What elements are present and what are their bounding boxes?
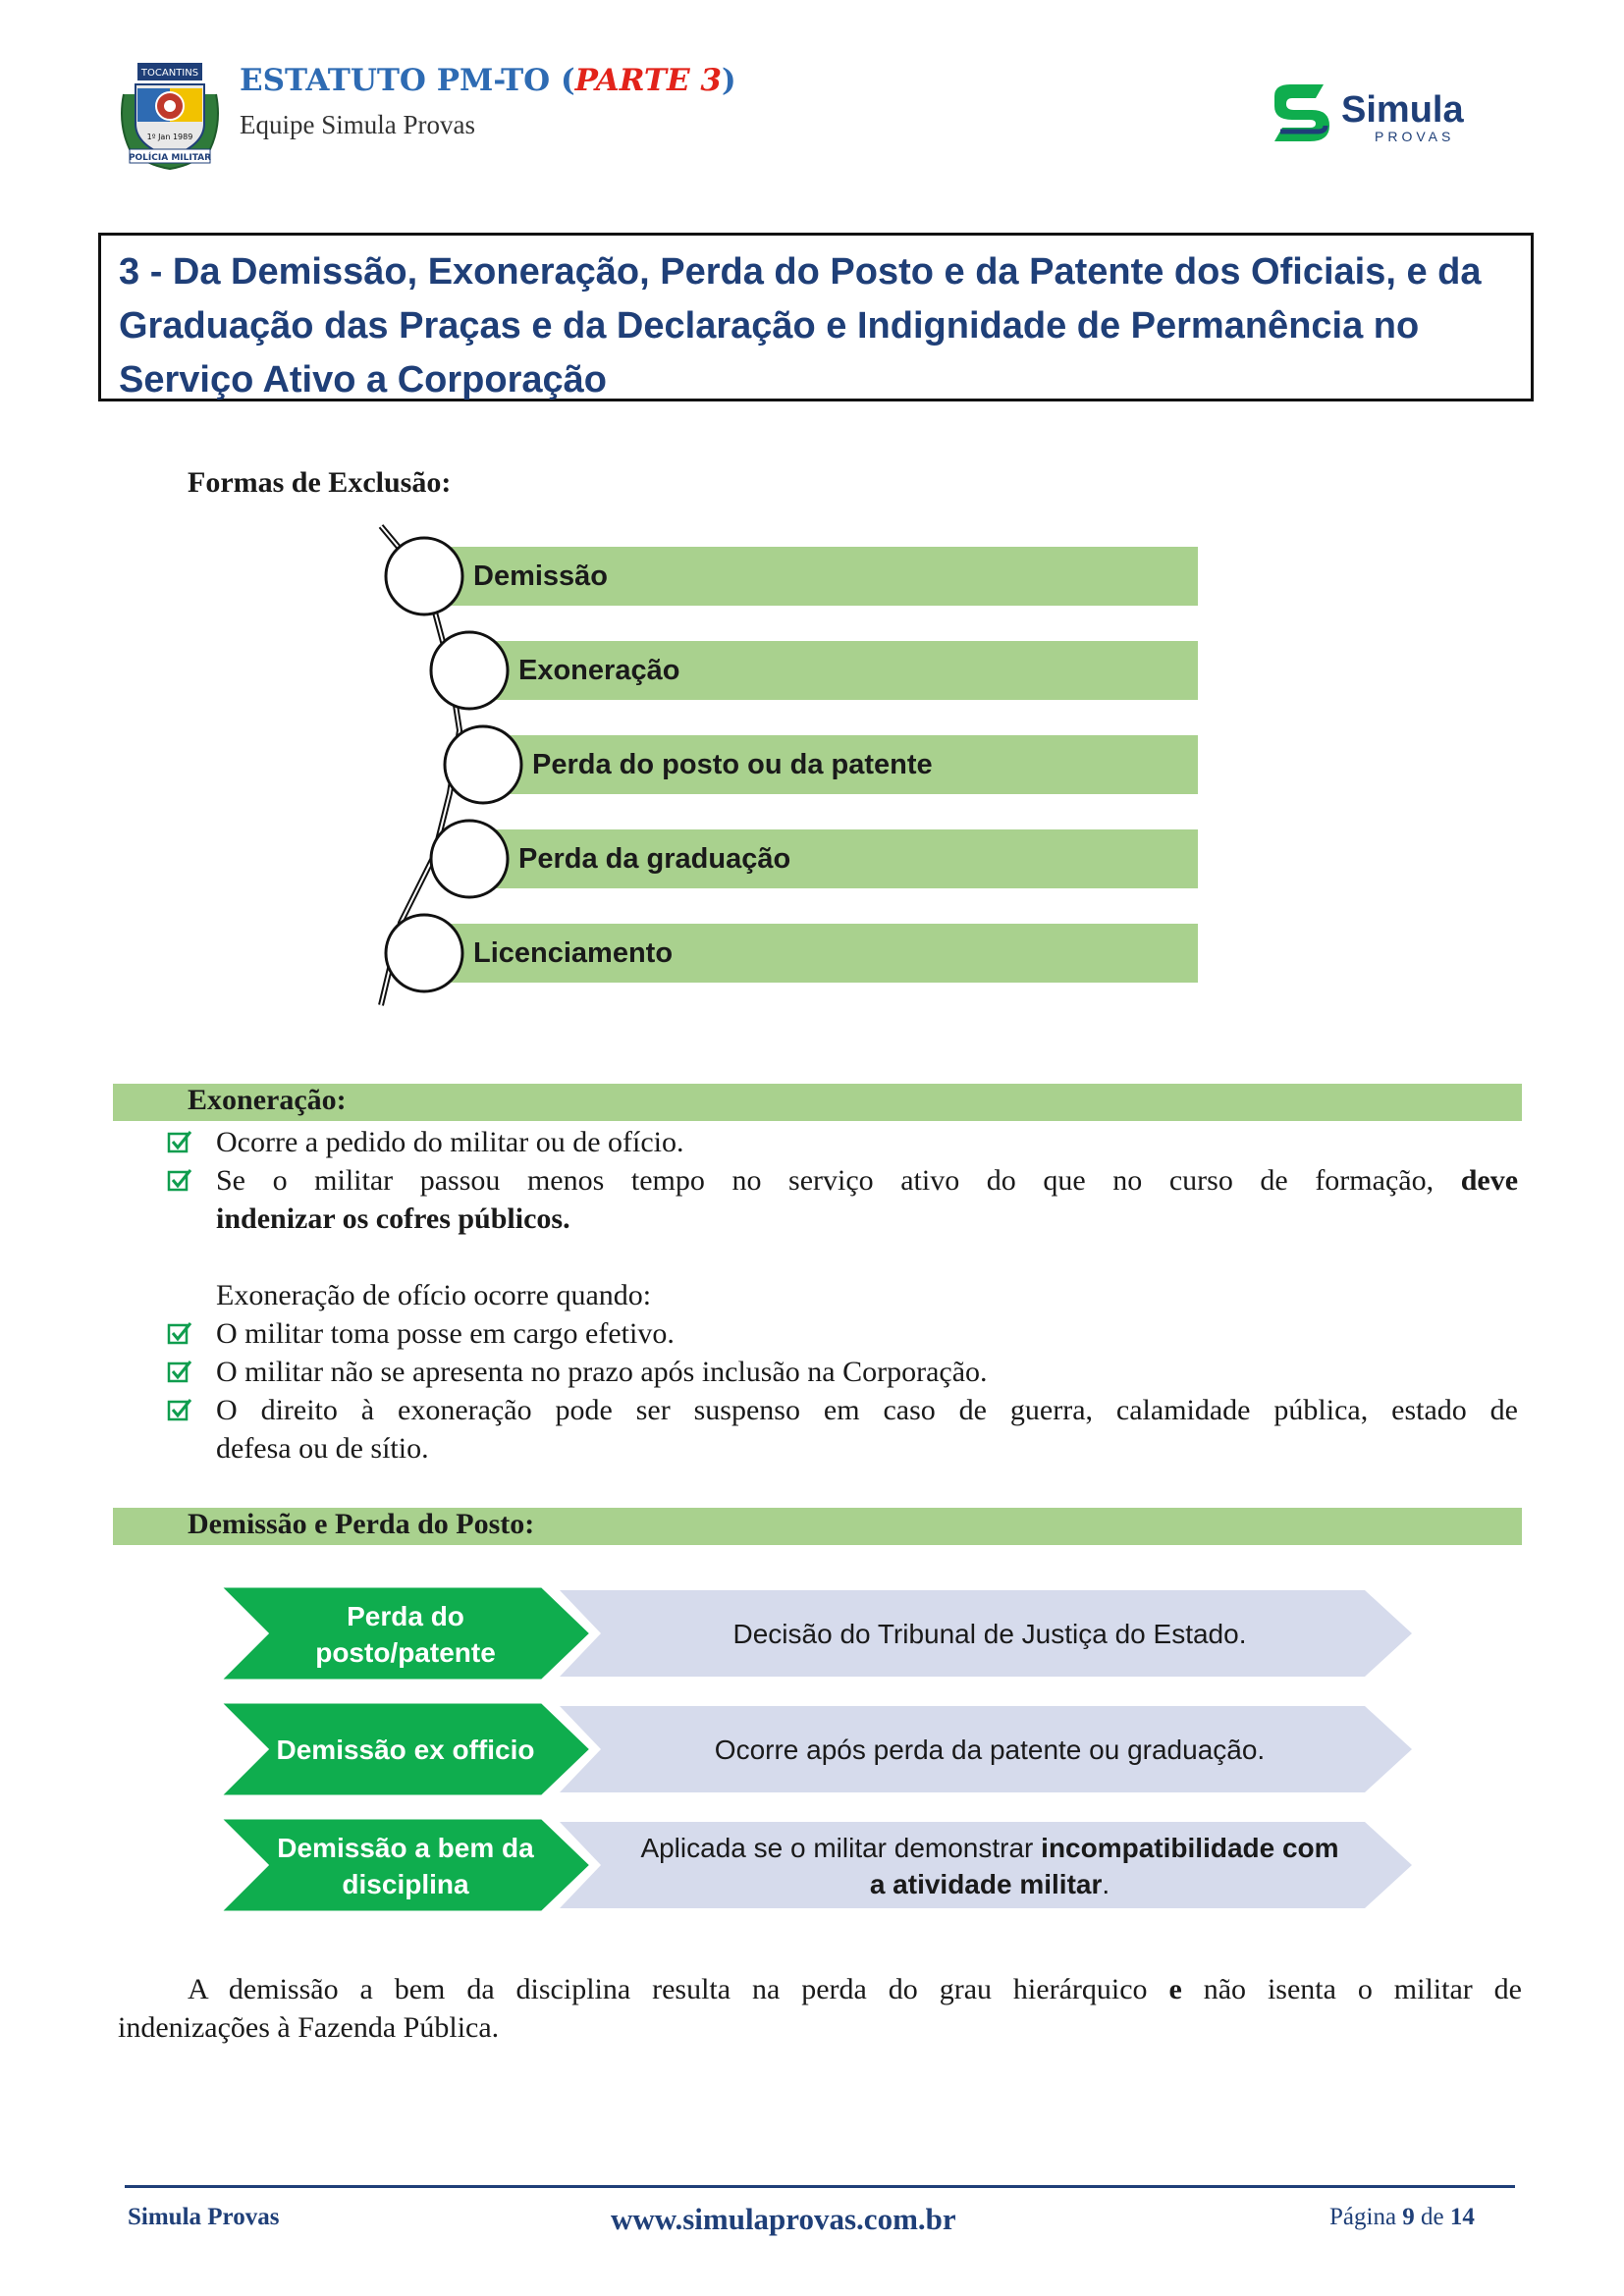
footer-website-link[interactable]: www.simulaprovas.com.br (611, 2202, 956, 2236)
checkbox-checked-icon (167, 1359, 192, 1384)
exoneracao-bullet-cont: defesa ou de sítio. (216, 1432, 429, 1465)
exoneracao-bullet: Ocorre a pedido do militar ou de ofício. (216, 1126, 684, 1158)
checkbox-checked-icon (167, 1320, 192, 1346)
section-title-line: Graduação das Praças e da Declaração e Indignidade de Permanência no (119, 305, 1420, 347)
formas-heading: Formas de Exclusão: (188, 466, 452, 499)
chevron-label: Demissão ex officio (276, 1735, 535, 1765)
footer-divider (125, 2185, 1515, 2188)
checkbox-checked-icon (167, 1167, 192, 1193)
svg-text:1º Jan 1989: 1º Jan 1989 (146, 133, 193, 141)
document-title: ESTATUTO PM-TO (PARTE 3) (240, 63, 736, 98)
exclusion-item: Demissão (424, 547, 1198, 606)
exoneracao-bullet: O direito à exoneração pode ser suspenso em caso de guerra, calamidade pública, estado de (216, 1394, 1518, 1426)
exclusion-item: Exoneração (469, 641, 1198, 700)
exoneracao-oficio-intro: Exoneração de ofício ocorre quando: (216, 1279, 652, 1311)
checkbox-checked-icon (167, 1129, 192, 1154)
document-part: PARTE 3 (574, 63, 722, 98)
list-bullet-circle (431, 821, 508, 897)
chevron-label: Perda do posto/patente (315, 1601, 496, 1668)
section-title-line: Serviço Ativo a Corporação (119, 359, 607, 400)
list-bullet-circle (386, 915, 462, 991)
exoneracao-heading: Exoneração: (188, 1084, 347, 1116)
exoneracao-bullet: Se o militar passou menos tempo no serviço ativo do que no curso de formação, deve (216, 1164, 1519, 1197)
svg-text:TOCANTINS: TOCANTINS (140, 68, 199, 79)
closing-paragraph: A demissão a bem da disciplina resulta na perda do grau hierárquico e não isenta o militar de (188, 1973, 1522, 2005)
pm-crest-logo (116, 55, 224, 171)
checkbox-checked-icon (167, 1397, 192, 1422)
exclusion-item: Licenciamento (424, 924, 1198, 983)
svg-text:PROVAS: PROVAS (1375, 129, 1455, 144)
list-bullet-circle (445, 726, 521, 803)
exoneracao-bullet-cont: indenizar os cofres públicos. (216, 1202, 570, 1235)
chevron-desc: Ocorre após perda da patente ou graduação. (714, 1735, 1266, 1765)
document-subtitle: Equipe Simula Provas (240, 110, 475, 139)
list-circles-connector (373, 520, 569, 1011)
svg-text:Simula: Simula (1341, 89, 1464, 131)
exoneracao-bullet: O militar toma posse em cargo efetivo. (216, 1317, 675, 1350)
exclusion-item: Perda do posto ou da patente (483, 735, 1198, 794)
chevron-label: Demissão a bem da disciplina (277, 1833, 534, 1899)
simula-provas-logo (1267, 79, 1492, 149)
closing-paragraph-cont: indenizações à Fazenda Pública. (118, 2011, 500, 2044)
footer-page-number: Página 9 de 14 (1329, 2204, 1475, 2230)
list-bullet-circle (386, 538, 462, 614)
exoneracao-bullet: O militar não se apresenta no prazo após inclusão na Corporação. (216, 1356, 988, 1388)
section-title-line: 3 - Da Demissão, Exoneração, Perda do Posto e da Patente dos Oficiais, e da (119, 251, 1482, 293)
chevron-desc: Decisão do Tribunal de Justiça do Estado. (732, 1619, 1247, 1649)
demissao-heading: Demissão e Perda do Posto: (188, 1508, 535, 1540)
footer-brand: Simula Provas (128, 2204, 280, 2230)
list-bullet-circle (431, 632, 508, 709)
chevron-desc: Aplicada se o militar demonstrar incompatibilidade com a atividade militar. (640, 1833, 1339, 1899)
section-title-box (98, 233, 1534, 401)
exclusion-item: Perda da graduação (469, 829, 1198, 888)
svg-text:POLÍCIA MILITAR: POLÍCIA MILITAR (128, 153, 212, 163)
